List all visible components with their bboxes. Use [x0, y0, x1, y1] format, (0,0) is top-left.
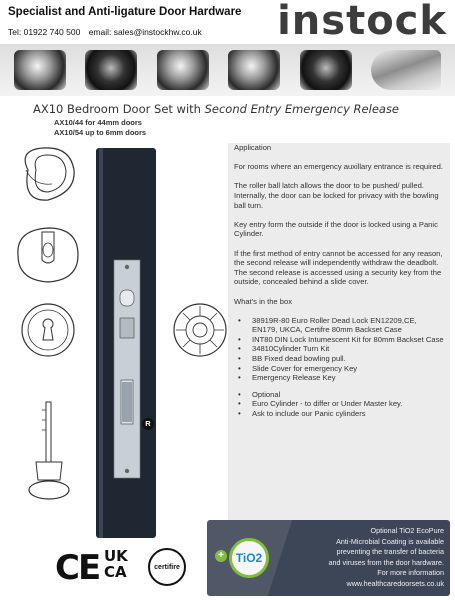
list-item: • Euro Cylinder - to differ or Under Master key. — [234, 399, 444, 409]
application-heading: Application — [234, 143, 272, 152]
product-title: AX10 Bedroom Door Set with Second Entry Emergency Release — [33, 102, 400, 116]
list-item: • 38919R-80 Euro Roller Dead Lock EN12209,CE, EN179, UKCA, Certifre 80mm Backset Case — [234, 316, 444, 335]
variant-54: AX10/54 up to 6mm doors — [54, 128, 147, 137]
technical-drawing — [8, 140, 233, 540]
product-photo-strip — [0, 44, 455, 96]
optional-list — [234, 390, 444, 419]
application-para: The roller ball latch allows the door to be pushed/ pulled. Internally, the door can be locked for privacy with the bowling ball turn. — [234, 181, 439, 210]
photo-escutcheon — [14, 50, 66, 90]
variant-44: AX10/44 for 44mm doors — [54, 118, 142, 127]
list-item: • INT80 DIN Lock Intumescent Kit for 80mm Backset Case — [234, 335, 444, 345]
slide-cover-drawing — [174, 304, 226, 356]
cylinder-rose-drawing — [22, 304, 74, 356]
list-item: • BB Fixed dead bowling pull. — [234, 354, 444, 364]
email-address[interactable]: email: sales@instockhw.co.uk — [88, 27, 202, 37]
application-para: Key entry form the outside if the door is locked using a Panic Cylinder. — [234, 219, 438, 239]
bowling-pull-drawing — [25, 148, 74, 200]
application-para: For rooms where an emergency auxillary entrance is required. — [234, 162, 443, 172]
list-item: • 34810Cylinder Turn Kit — [234, 344, 444, 354]
list-item: • Slide Cover for emergency Key — [234, 364, 444, 374]
phone-number[interactable]: Tel: 01922 740 500 — [8, 27, 81, 37]
website-link[interactable]: www.healthcaredoorsets.co.uk — [346, 578, 444, 588]
registered-mark-icon: R — [142, 418, 154, 430]
box-list — [234, 316, 444, 383]
box-heading: What's in the box — [234, 296, 293, 306]
photo-turn-knob — [85, 50, 137, 90]
list-item: • Ask to include our Panic cylinders — [234, 409, 444, 419]
tio2-promo-banner — [207, 520, 450, 596]
plus-icon: + — [215, 550, 227, 562]
photo-lever — [228, 50, 280, 90]
application-panel — [228, 143, 450, 529]
brand-logo: instock — [277, 0, 447, 44]
emergency-key-drawing — [29, 402, 69, 499]
photo-pull-handle — [371, 50, 441, 90]
tio2-logo: TiO2 — [229, 538, 269, 578]
list-item: • Emergency Release Key — [234, 373, 444, 383]
company-tagline: Specialist and Anti-ligature Door Hardware — [8, 6, 242, 18]
photo-cylinder — [157, 50, 209, 90]
ce-mark: CE — [55, 548, 100, 588]
promo-text: Optional TiO2 EcoPure Anti-Microbial Coating is available preventing the transfer of bacteria and viruses from the door hardware. For more information www.healthcaredoorsets.co.uk — [274, 526, 444, 590]
certifire-mark: certifire — [148, 548, 186, 586]
ukca-mark: UK CA — [104, 547, 128, 581]
optional-heading: • Optional — [234, 390, 444, 400]
photo-lock-case — [300, 50, 352, 90]
turn-knob-drawing — [18, 228, 78, 282]
contact-line — [8, 27, 208, 37]
application-para: If the first method of entry cannot be accessed for any reason, the second release will independently withdraw the deadbolt. The second release is accessed using a security key from the outside, concealed behind a slide cover. — [234, 248, 443, 287]
door-lock-drawing — [96, 148, 156, 538]
